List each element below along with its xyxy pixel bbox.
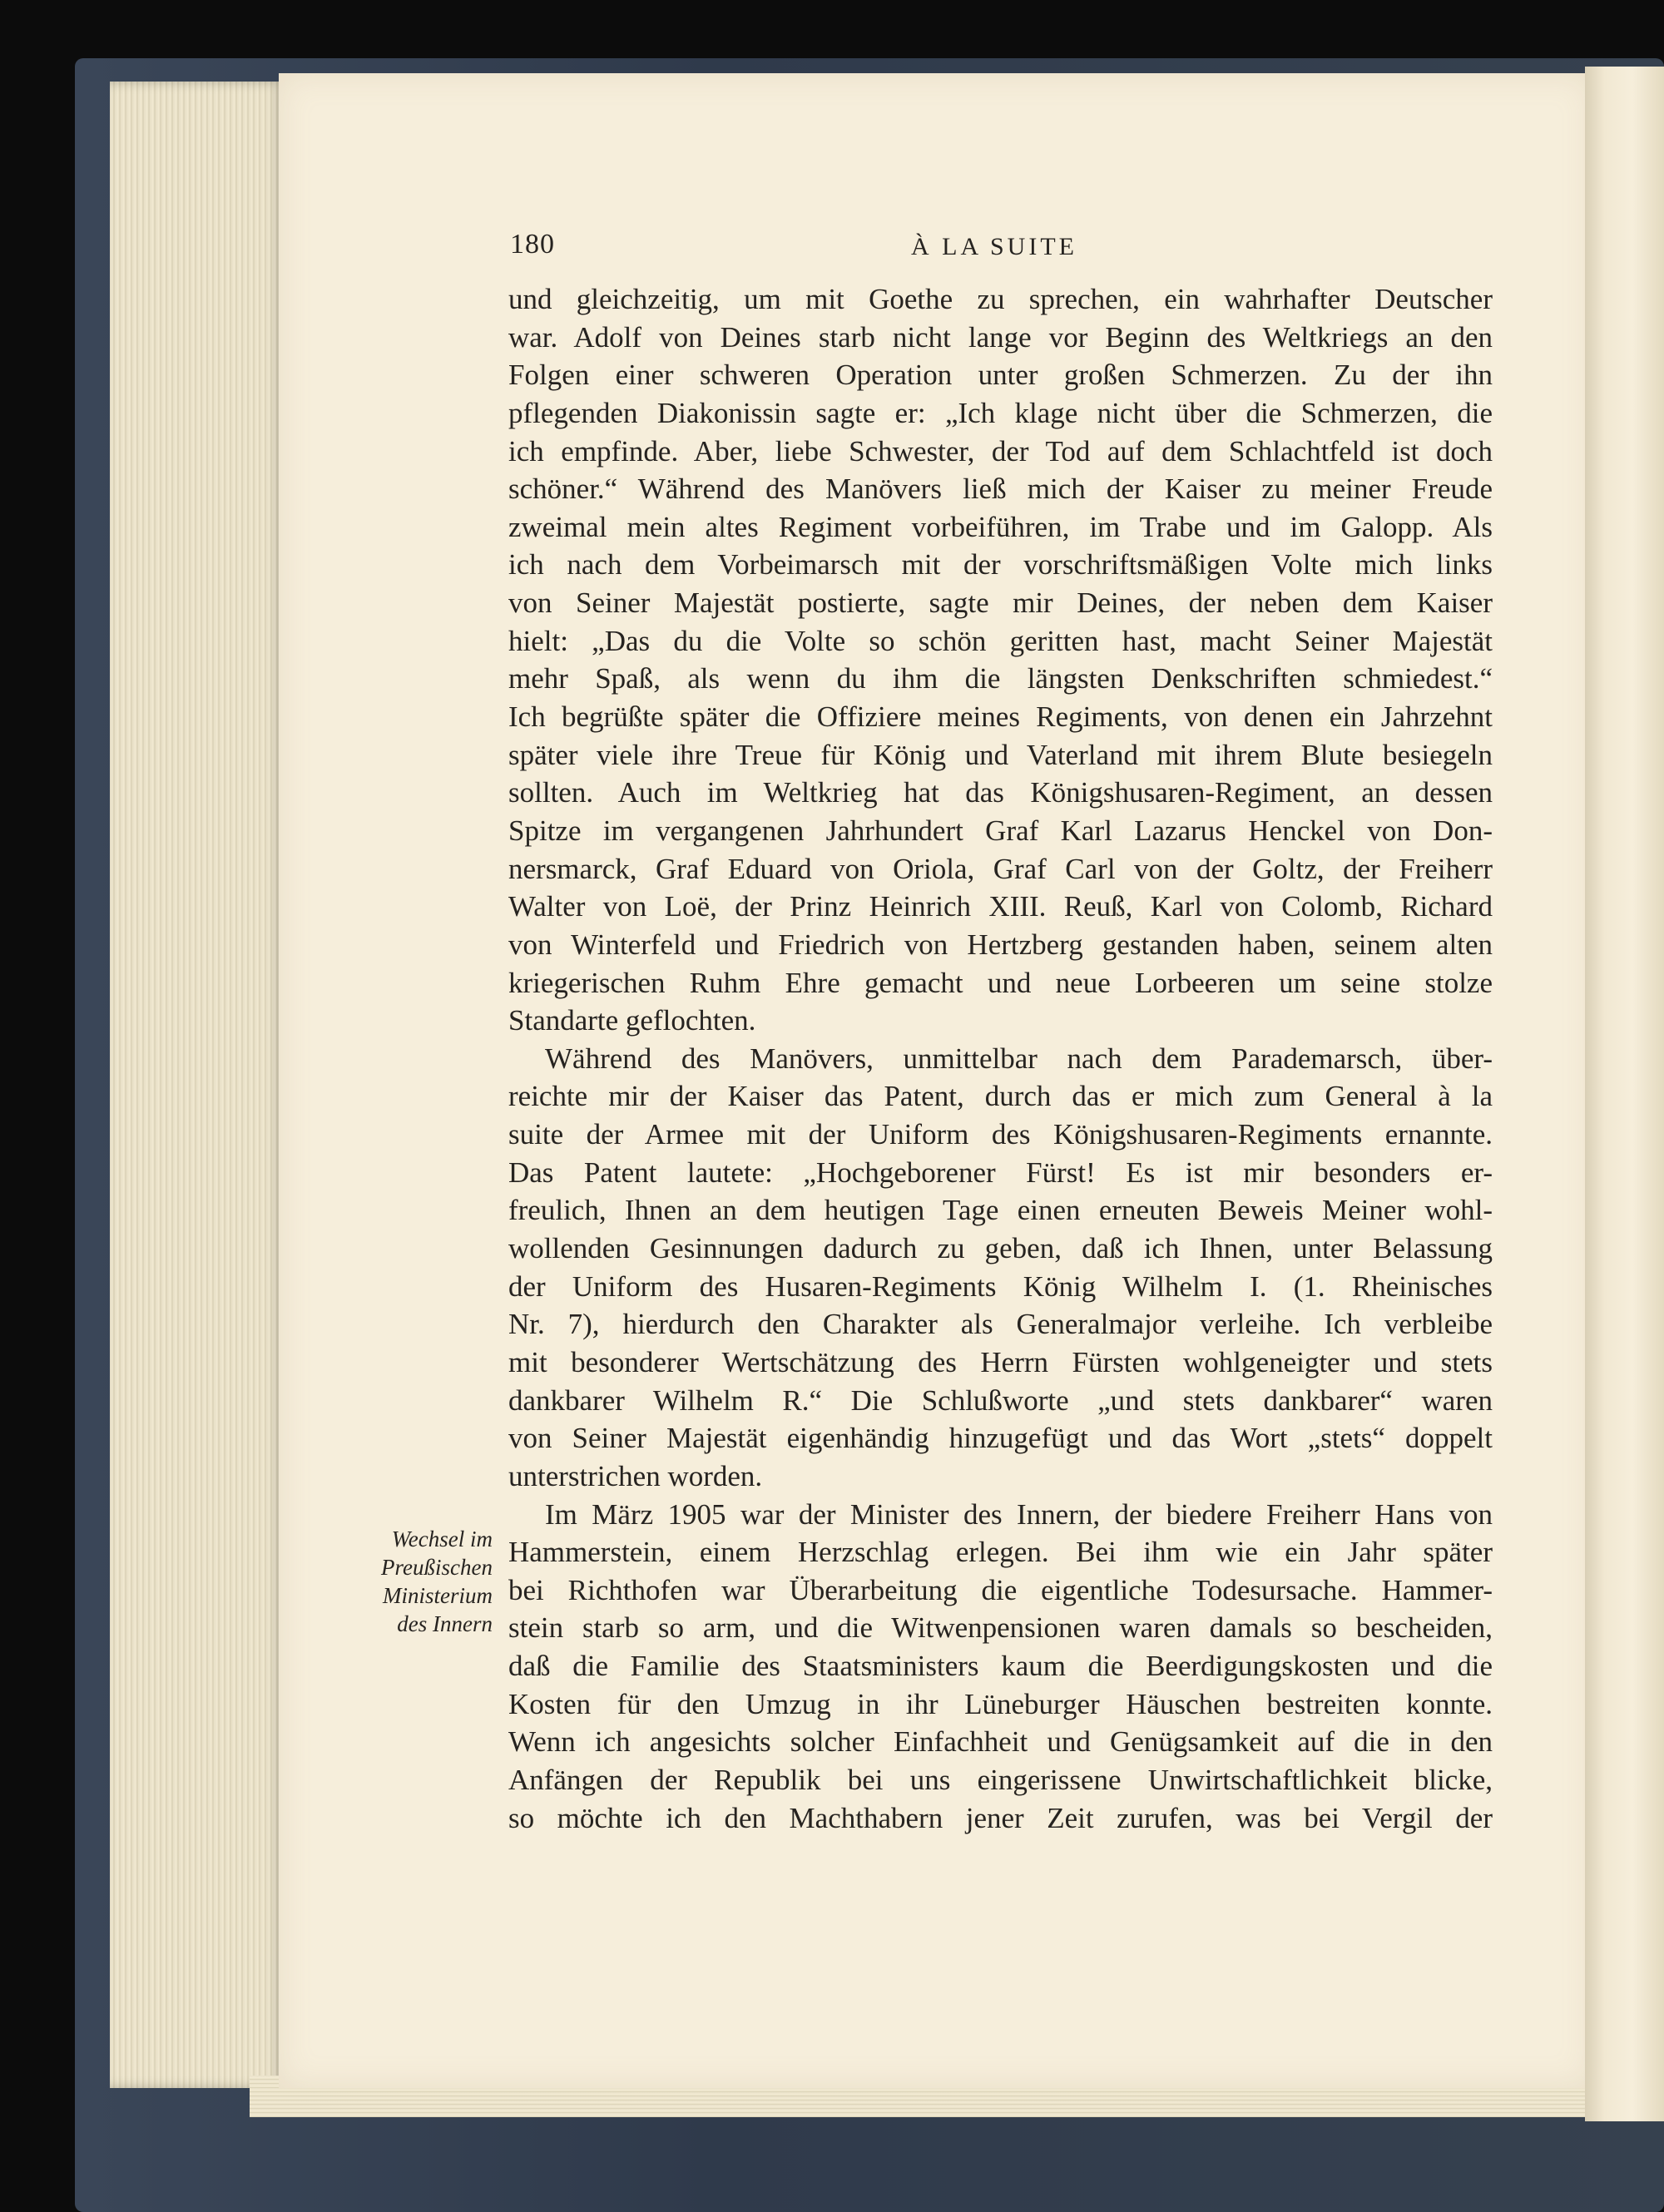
text-line: ich nach dem Vorbeimarsch mit der vorschriftsmäßigen Volte mich links <box>508 548 1493 581</box>
text-line: mit besonderer Wertschätzung des Herrn Fürsten wohlgeneigter und stets <box>508 1345 1493 1378</box>
text-line: stein starb so arm, und die Witwenpensionen waren damals so bescheiden, <box>508 1611 1493 1645</box>
text-line: mehr Spaß, als wenn du ihm die längsten Denkschriften schmiedest.“ <box>508 662 1493 695</box>
page-edges <box>110 82 285 2088</box>
text-line: unterstrichen worden. <box>508 1459 763 1492</box>
text-line: wollenden Gesinnungen dadurch zu geben, daß ich Ihnen, unter Belassung <box>508 1232 1493 1265</box>
margin-note-line: Wechsel im <box>391 1527 493 1551</box>
text-line: ich empfinde. Aber, liebe Schwester, der Tod auf dem Schlachtfeld ist doch <box>508 434 1493 468</box>
text-line: Wenn ich angesichts solcher Einfachheit und Genügsamkeit auf die in den <box>508 1725 1493 1759</box>
text-line: Folgen einer schweren Operation unter großen Schmerzen. Zu der ihn <box>508 359 1493 392</box>
text-line: reichte mir der Kaiser das Patent, durch das er mich zum General à la <box>508 1080 1493 1113</box>
text-line: später viele ihre Treue für König und Vaterland mit ihrem Blute besiegeln <box>508 738 1493 771</box>
body-text <box>508 280 1493 1837</box>
book-gutter <box>1585 67 1664 2121</box>
text-line: Im März 1905 war der Minister des Innern, der biedere Freiherr Hans von <box>545 1497 1493 1531</box>
page-number: 180 <box>510 229 555 260</box>
text-line: Spitze im vergangenen Jahrhundert Graf Karl Lazarus Henckel von Don- <box>508 814 1493 847</box>
running-title: À LA SUITE <box>911 233 1077 260</box>
text-line: bei Richthofen war Überarbeitung die eigentliche Todesursache. Hammer- <box>508 1573 1493 1606</box>
text-line: schöner.“ Während des Manövers ließ mich der Kaiser zu meiner Freude <box>508 473 1493 506</box>
text-line: Nr. 7), hierdurch den Charakter als Generalmajor verleihe. Ich verbleibe <box>508 1308 1493 1341</box>
margin-note-line: Ministerium <box>383 1583 493 1608</box>
text-line: war. Adolf von Deines starb nicht lange vor Beginn des Weltkriegs an den <box>508 320 1493 354</box>
text-line: Anfängen der Republik bei uns eingerissene Unwirtschaftlichkeit blicke, <box>508 1763 1493 1796</box>
text-line: Hammerstein, einem Herzschlag erlegen. Bei ihm wie ein Jahr später <box>508 1536 1493 1569</box>
margin-note-line: des Innern <box>397 1611 493 1636</box>
text-line: so möchte ich den Machthabern jener Zeit zurufen, was bei Vergil der <box>508 1801 1493 1834</box>
text-line: von Seiner Majestät eigenhändig hinzugefügt und das Wort „stets“ doppelt <box>508 1422 1493 1455</box>
text-line: von Winterfeld und Friedrich von Hertzberg gestanden haben, seinem alten <box>508 928 1493 961</box>
text-line: sollten. Auch im Weltkrieg hat das Königshusaren-Regiment, an dessen <box>508 776 1493 809</box>
text-line: nersmarck, Graf Eduard von Oriola, Graf Carl von der Goltz, der Freiherr <box>508 852 1493 885</box>
text-line: daß die Familie des Staatsministers kaum die Beerdigungskosten und die <box>508 1650 1493 1683</box>
text-line: pflegenden Diakonissin sagte er: „Ich klage nicht über die Schmerzen, die <box>508 396 1493 429</box>
text-line: Ich begrüßte später die Offiziere meines Regiments, von denen ein Jahrzehnt <box>508 700 1493 734</box>
margin-note <box>343 1525 493 1638</box>
text-line: der Uniform des Husaren-Regiments König Wilhelm I. (1. Rheinisches <box>508 1269 1493 1303</box>
text-line: und gleichzeitig, um mit Goethe zu sprechen, ein wahrhafter Deutscher <box>508 283 1493 315</box>
text-line: suite der Armee mit der Uniform des Königshusaren-Regiments ernannte. <box>508 1118 1493 1151</box>
margin-note-line: Preußischen <box>381 1555 493 1580</box>
text-line: zweimal mein altes Regiment vorbeiführen, im Trabe und im Galopp. Als <box>508 510 1493 543</box>
text-line: dankbarer Wilhelm R.“ Die Schlußworte „und stets dankbarer“ waren <box>508 1383 1493 1417</box>
text-line: kriegerischen Ruhm Ehre gemacht und neue Lorbeeren um seine stolze <box>508 966 1493 999</box>
text-line: Kosten für den Umzug in ihr Lüneburger Häuschen bestreiten konnte. <box>508 1687 1493 1720</box>
text-line: Walter von Loë, der Prinz Heinrich XIII. Reuß, Karl von Colomb, Richard <box>508 890 1493 923</box>
text-line: Während des Manövers, unmittelbar nach dem Parademarsch, über- <box>545 1042 1493 1075</box>
text-line: von Seiner Majestät postierte, sagte mir Deines, der neben dem Kaiser <box>508 586 1493 620</box>
text-line: Standarte geflochten. <box>508 1004 756 1037</box>
text-line: hielt: „Das du die Volte so schön geritten hast, macht Seiner Majestät <box>508 624 1493 657</box>
text-line: Das Patent lautete: „Hochgeborener Fürst! Es ist mir besonders er- <box>508 1155 1493 1189</box>
text-line: freulich, Ihnen an dem heutigen Tage einen erneuten Beweis Meiner wohl- <box>508 1194 1493 1227</box>
